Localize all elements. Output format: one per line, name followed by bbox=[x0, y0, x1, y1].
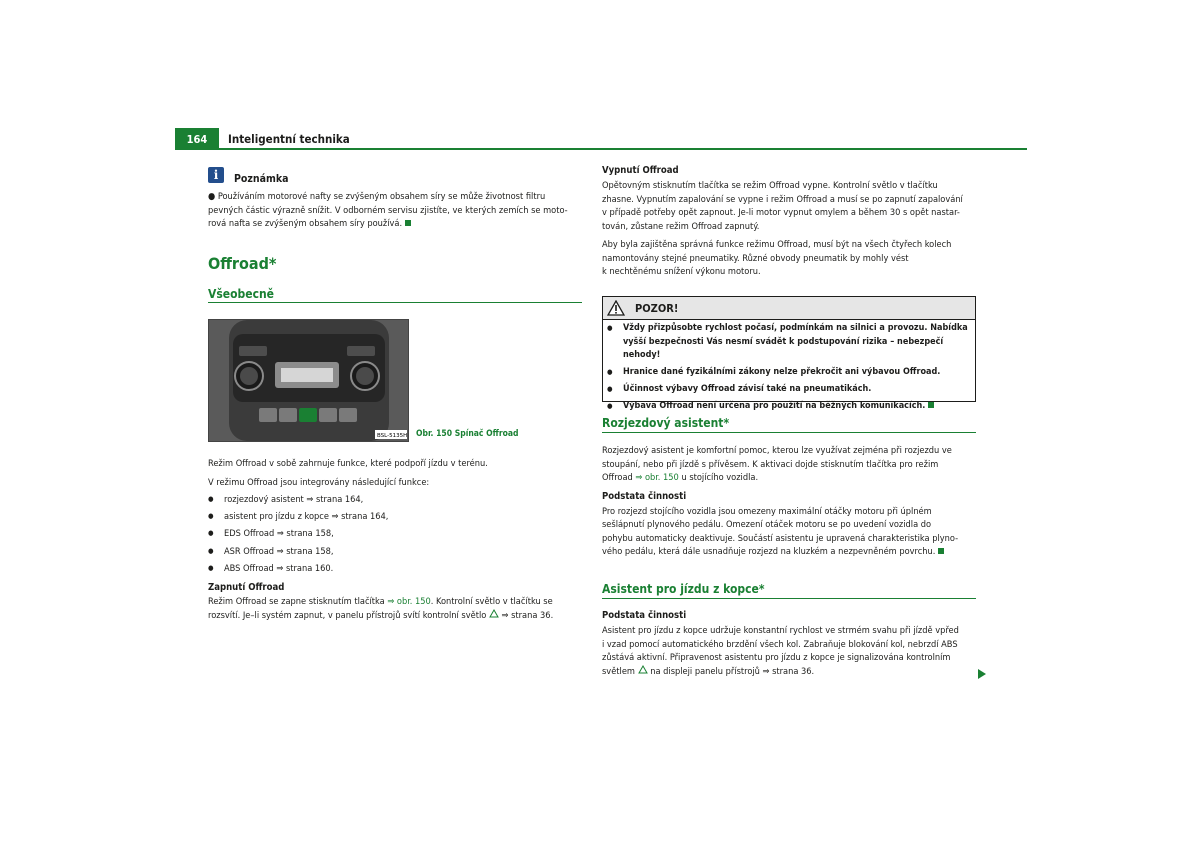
list-item: ● rozjezdový asistent ⇒ strana 164, bbox=[208, 491, 584, 508]
list-item: ● ASR Offroad ⇒ strana 158, bbox=[208, 543, 584, 560]
start-assist-line: stoupání, nebo při jízdě s přívěsem. K aktivaci dojde stisknutím tlačítka pro režim bbox=[602, 458, 939, 470]
downhill-indicator-icon bbox=[638, 666, 648, 677]
tyres-line: Aby byla zajištěna správná funkce režimu Offroad, musí být na všech čtyřech kolech bbox=[602, 239, 952, 250]
right-column-top bbox=[602, 165, 978, 279]
note-text bbox=[208, 190, 584, 231]
figure-caption: Obr. 150 Spínač Offroad bbox=[416, 429, 519, 439]
start-assist-title: Rozjezdový asistent* bbox=[602, 416, 730, 430]
switch-off-line: v případě potřeby opět zapnout. Je-li motor vypnut omylem a během 30 s opět nastar- bbox=[602, 207, 960, 218]
next-page-arrow-icon bbox=[978, 669, 986, 679]
section-title: Offroad* bbox=[208, 254, 277, 273]
tyres-line: k nechtěnému snížení výkonu motoru. bbox=[602, 266, 761, 277]
principle-line: Pro rozjezd stojícího vozidla jsou omezeny maximální otáčky motoru při úplném bbox=[602, 505, 932, 517]
warning-item: ● Vždy přizpůsobte rychlost počasí, podmínkám na silnici a provozu. Nabídka vyšší bezpečnosti Vás nesmí svádět k podstupování rizika – nebezpečí nehody! bbox=[607, 322, 971, 363]
downhill-assist-rule bbox=[602, 598, 976, 599]
note-line: ● Používáním motorové nafty se zvýšeným obsahem síry se může životnost filtru bbox=[208, 191, 546, 202]
end-mark-icon bbox=[938, 548, 944, 554]
page-number: 164 bbox=[175, 128, 219, 150]
principle-line: pohybu automaticky deaktivuje. Součástí asistentu je upravená charakteristika plyno- bbox=[602, 532, 959, 544]
start-assist-line: Offroad ⇒ obr. 150 u stojícího vozidla. bbox=[602, 472, 759, 483]
offroad-switch-figure bbox=[208, 319, 409, 442]
figure-reference-link[interactable]: ⇒ obr. 150 bbox=[635, 472, 679, 483]
note-title: Poznámka bbox=[234, 173, 289, 185]
start-assist-section bbox=[602, 444, 978, 559]
subsection-title: Všeobecně bbox=[208, 287, 274, 301]
principle-heading: Podstata činnosti bbox=[602, 610, 687, 621]
downhill-line: Asistent pro jízdu z kopce udržuje konstantní rychlost ve strmém svahu při jízdě vpřed bbox=[602, 625, 959, 636]
info-icon: i bbox=[208, 167, 224, 183]
principle-line: vého pedálu, která dále usnadňuje rozjezd na kluzkém a nezpevněném povrchu. bbox=[602, 545, 978, 559]
downhill-line: i vzad pomocí automatického brzdění všech kol. Zabraňuje blokování kol, nebrzdí ABS bbox=[602, 638, 958, 650]
list-item: ● ABS Offroad ⇒ strana 160. bbox=[208, 560, 584, 577]
downhill-assist-section bbox=[602, 610, 978, 678]
tyres-line: namontovány stejné pneumatiky. Různé obvody pneumatik by mohly vést bbox=[602, 252, 909, 264]
warning-item: ● Výbava Offroad není určena pro použití na běžných komunikacích. bbox=[607, 400, 971, 414]
principle-line: sešlápnutí plynového pedálu. Omezení otáček motoru se po uvedení vozidla do bbox=[602, 519, 932, 530]
warning-triangle-icon bbox=[607, 300, 625, 316]
warning-item: ● Účinnost výbavy Offroad závisí také na pneumatikách. bbox=[607, 383, 971, 397]
warning-title: POZOR! bbox=[635, 302, 679, 315]
warning-list bbox=[603, 320, 975, 414]
list-item: ● asistent pro jízdu z kopce ⇒ strana 164, bbox=[208, 508, 584, 525]
subsection-rule bbox=[208, 302, 582, 303]
figure-code: BSL-5135H bbox=[377, 433, 408, 439]
switch-off-line: zhasne. Vypnutím zapalování se vypne i režim Offroad a musí se po zapnutí zapalování bbox=[602, 193, 963, 205]
downhill-line: zůstává aktivní. Připravenost asistentu pro jízdu z kopce je signalizována kontrolním bbox=[602, 652, 951, 663]
offroad-indicator-icon bbox=[489, 610, 499, 621]
switch-on-text: Režim Offroad se zapne stisknutím tlačítka ⇒ obr. 150. Kontrolní světlo v tlačítku se rozsvítí. Je–li systém zapnut, v panelu přístrojů svítí kontrolní světlo ⇒ strana 36. bbox=[208, 596, 554, 621]
note-line: pevných částic výrazně snížit. V odborném servisu zjistíte, ve kterých zemích se moto- bbox=[208, 204, 568, 216]
downhill-assist-title: Asistent pro jízdu z kopce* bbox=[602, 582, 765, 596]
left-column bbox=[208, 457, 584, 622]
note-line: rová nafta se zvýšeným obsahem síry používá. bbox=[208, 217, 584, 231]
switch-off-heading: Vypnutí Offroad bbox=[602, 165, 679, 176]
dashboard-panel-image bbox=[209, 320, 408, 441]
principle-heading: Podstata činnosti bbox=[602, 490, 687, 502]
header-rule bbox=[175, 148, 1027, 150]
switch-on-heading: Zapnutí Offroad bbox=[208, 582, 285, 594]
switch-off-line: tován, zůstane režim Offroad zapnutý. bbox=[602, 220, 760, 232]
warning-box bbox=[602, 296, 976, 411]
chapter-title: Inteligentní technika bbox=[228, 132, 350, 146]
intro-paragraph: Režim Offroad v sobě zahrnuje funkce, které podpoří jízdu v terénu. bbox=[208, 458, 488, 469]
end-mark-icon bbox=[405, 220, 411, 226]
downhill-line: světlem na displeji panelu přístrojů ⇒ strana 36. bbox=[602, 665, 815, 677]
start-assist-line: Rozjezdový asistent je komfortní pomoc, kterou lze využívat zejména při rozjezdu ve bbox=[602, 445, 952, 456]
start-assist-rule bbox=[602, 432, 976, 433]
warning-header bbox=[603, 297, 975, 320]
list-item: ● EDS Offroad ⇒ strana 158, bbox=[208, 525, 584, 542]
end-mark-icon bbox=[928, 402, 934, 408]
functions-list bbox=[208, 491, 584, 577]
warning-item: ● Hranice dané fyzikálními zákony nelze překročit ani výbavou Offroad. bbox=[607, 366, 971, 380]
switch-off-line: Opětovným stisknutím tlačítka se režim Offroad vypne. Kontrolní světlo v tlačítku bbox=[602, 180, 938, 191]
functions-intro: V režimu Offroad jsou integrovány následující funkce: bbox=[208, 476, 430, 488]
figure-reference-link[interactable]: ⇒ obr. 150 bbox=[387, 596, 431, 608]
